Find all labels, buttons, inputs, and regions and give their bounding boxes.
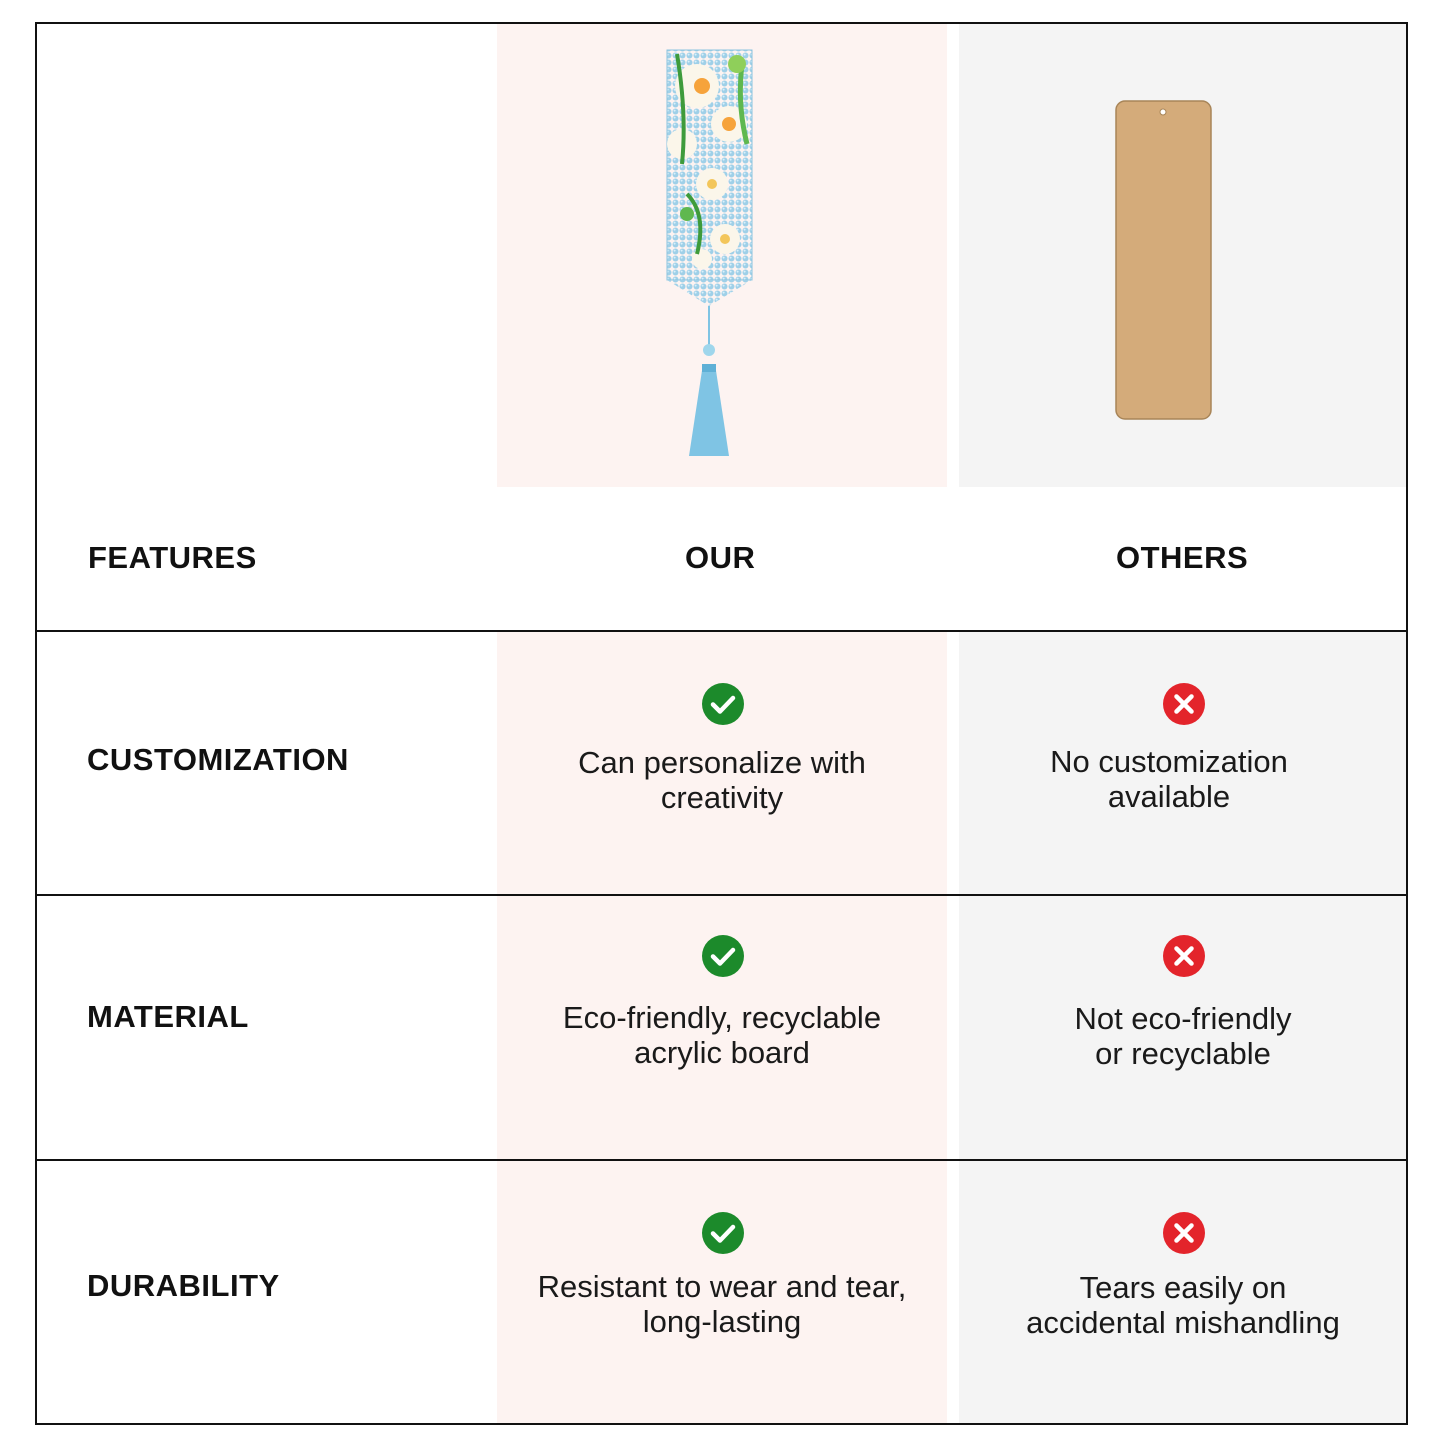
header-others: OTHERS [1116,540,1249,575]
feature-label-durability: DURABILITY [87,1268,280,1303]
header-features: FEATURES [88,540,257,575]
others-text-line1: Not eco-friendly [1074,1001,1292,1036]
our-text-line2: long-lasting [642,1304,802,1339]
our-text-line2: acrylic board [634,1035,810,1070]
others-text-line2: accidental mishandling [1026,1305,1340,1340]
feature-label-material: MATERIAL [87,999,249,1034]
our-text-line1: Resistant to wear and tear, [537,1269,907,1304]
others-text-line2: available [1107,779,1231,814]
our-text-line2: creativity [660,780,784,815]
our-text-line1: Can personalize with [578,745,866,780]
others-text-line2: or recyclable [1095,1036,1271,1071]
our-text-line1: Eco-friendly, recyclable [562,1000,882,1035]
table-border [35,22,1408,1425]
header-our: OUR [685,540,756,575]
others-text-line1: Tears easily on [1079,1270,1287,1305]
feature-label-customization: CUSTOMIZATION [87,742,349,777]
others-text-line1: No customization [1050,744,1288,779]
